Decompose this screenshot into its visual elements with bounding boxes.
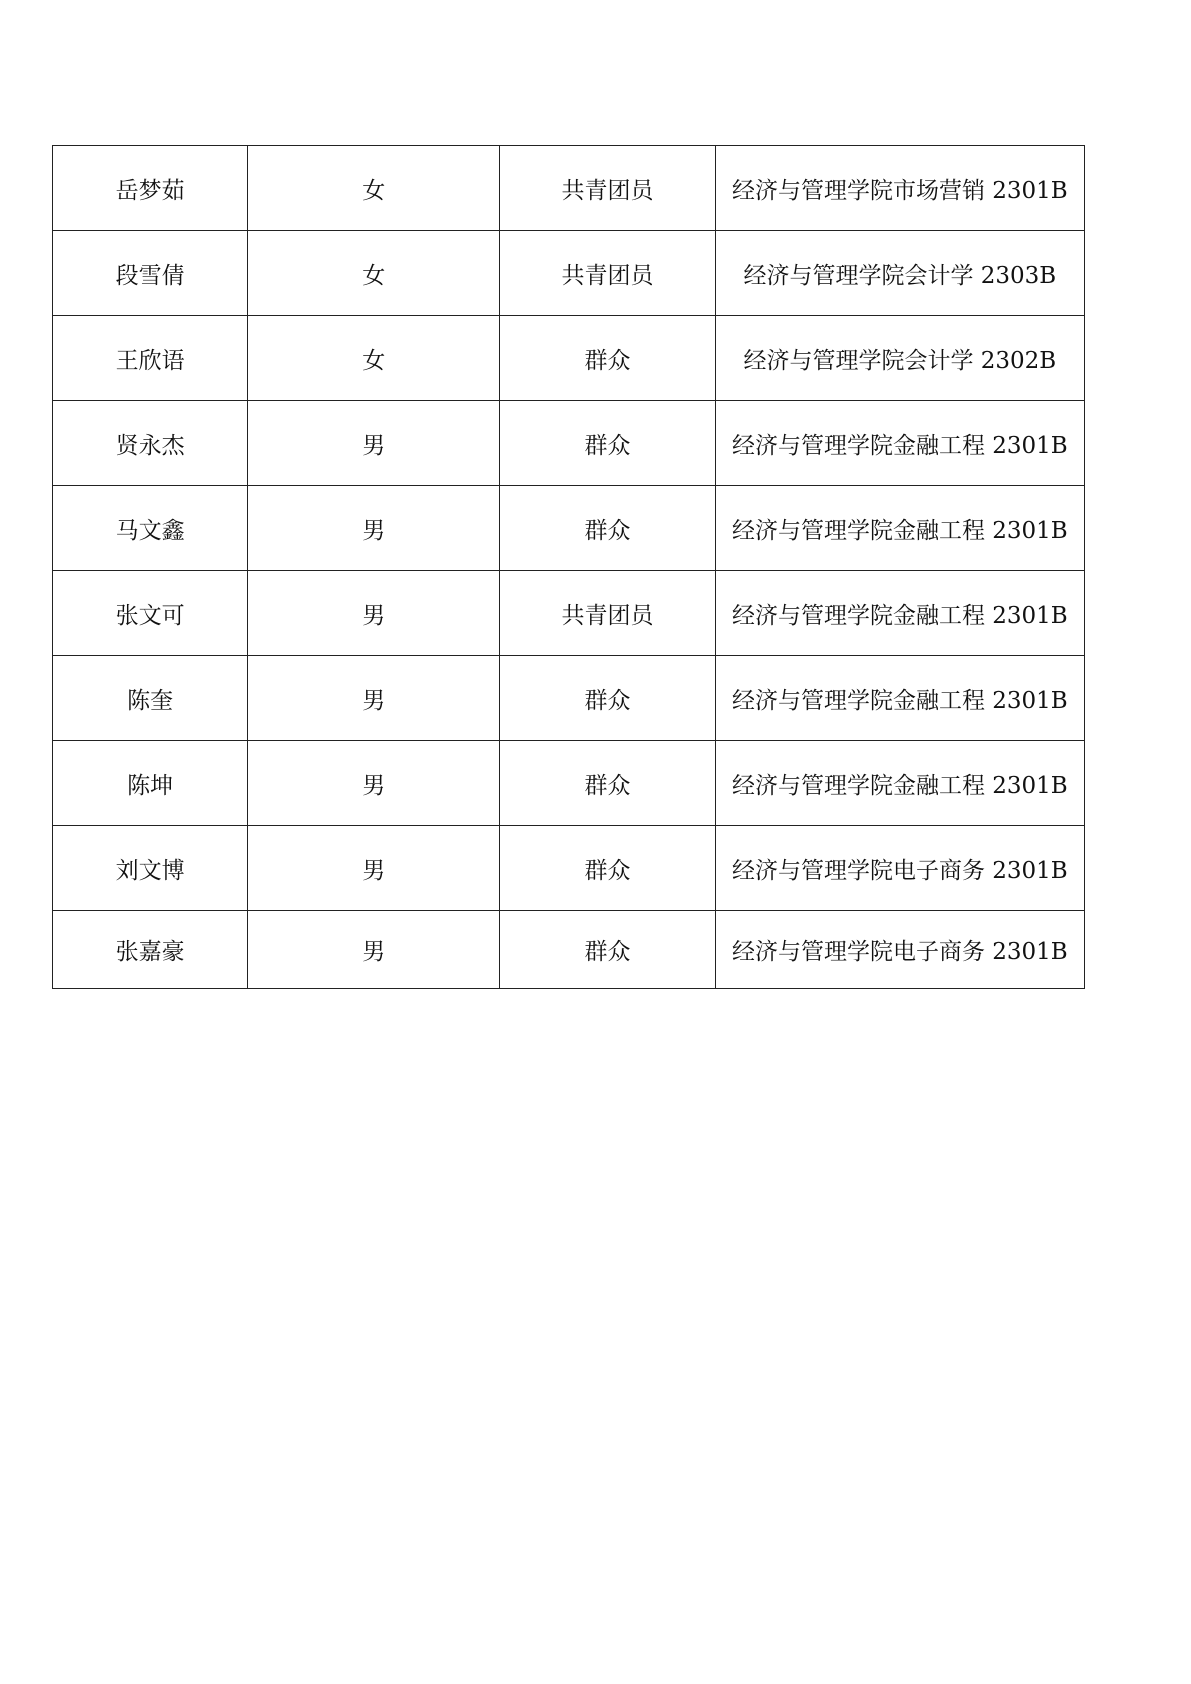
political-status-cell: 群众 [500,656,715,741]
name-cell: 岳梦茹 [53,146,248,231]
name-cell: 段雪倩 [53,231,248,316]
table-row [53,656,1085,741]
gender-cell: 男 [248,911,500,989]
political-status-cell: 共青团员 [500,571,715,656]
political-status-cell: 群众 [500,486,715,571]
name-cell: 张文可 [53,571,248,656]
class-cell: 经济与管理学院会计学 2303B [715,231,1084,316]
class-cell: 经济与管理学院金融工程 2301B [715,401,1084,486]
table-row [53,146,1085,231]
political-status-cell: 群众 [500,911,715,989]
class-cell: 经济与管理学院金融工程 2301B [715,486,1084,571]
gender-cell: 男 [248,571,500,656]
gender-cell: 男 [248,486,500,571]
class-cell: 经济与管理学院金融工程 2301B [715,571,1084,656]
gender-cell: 男 [248,656,500,741]
political-status-cell: 共青团员 [500,146,715,231]
table-row [53,826,1085,911]
name-cell: 王欣语 [53,316,248,401]
class-cell: 经济与管理学院金融工程 2301B [715,741,1084,826]
gender-cell: 男 [248,401,500,486]
class-cell: 经济与管理学院电子商务 2301B [715,826,1084,911]
roster-table-body [53,146,1085,989]
table-row [53,401,1085,486]
gender-cell: 女 [248,316,500,401]
political-status-cell: 群众 [500,316,715,401]
political-status-cell: 共青团员 [500,231,715,316]
roster-table [52,145,1085,989]
name-cell: 刘文博 [53,826,248,911]
class-cell: 经济与管理学院市场营销 2301B [715,146,1084,231]
table-row [53,486,1085,571]
gender-cell: 女 [248,146,500,231]
class-cell: 经济与管理学院金融工程 2301B [715,656,1084,741]
class-cell: 经济与管理学院电子商务 2301B [715,911,1084,989]
political-status-cell: 群众 [500,401,715,486]
name-cell: 贤永杰 [53,401,248,486]
political-status-cell: 群众 [500,826,715,911]
gender-cell: 男 [248,741,500,826]
name-cell: 陈奎 [53,656,248,741]
table-row [53,316,1085,401]
class-cell: 经济与管理学院会计学 2302B [715,316,1084,401]
table-row [53,231,1085,316]
gender-cell: 女 [248,231,500,316]
name-cell: 马文鑫 [53,486,248,571]
name-cell: 张嘉豪 [53,911,248,989]
table-row [53,741,1085,826]
gender-cell: 男 [248,826,500,911]
political-status-cell: 群众 [500,741,715,826]
table-row [53,911,1085,989]
table-row [53,571,1085,656]
name-cell: 陈坤 [53,741,248,826]
